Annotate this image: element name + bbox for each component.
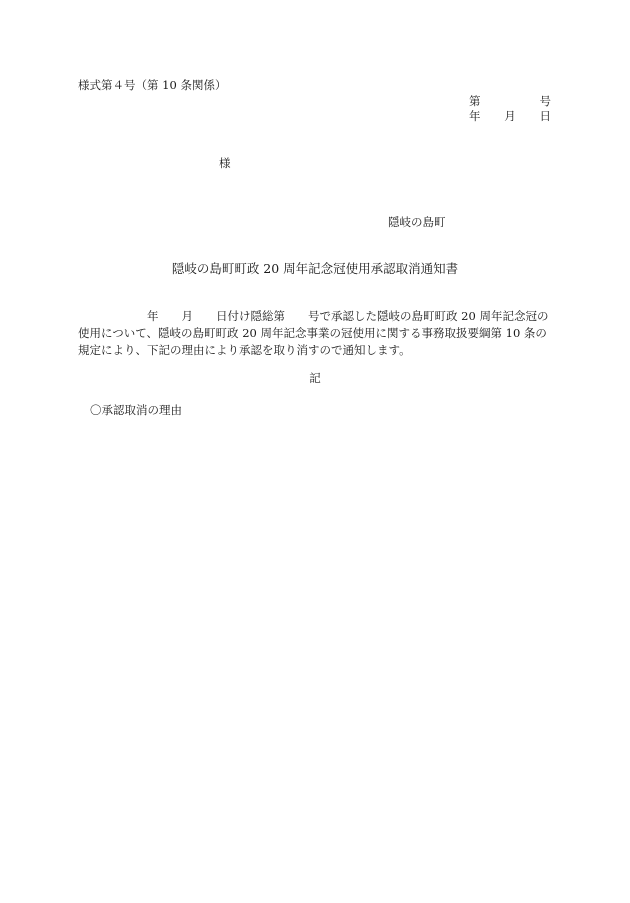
date-month: 月 xyxy=(504,109,516,123)
form-number: 様式第４号（第 10 条関係） xyxy=(78,78,227,92)
body-paragraph xyxy=(78,308,552,359)
reference-date xyxy=(469,109,551,123)
body-line: 使用について、隠岐の島町町政 20 周年記念事業の冠使用に関する事務取扱要綱第 10 条の xyxy=(78,326,547,340)
reference-number-suffix: 号 xyxy=(539,94,551,108)
note-heading: 記 xyxy=(309,371,321,385)
reference-number xyxy=(469,94,551,108)
addressee: 様 xyxy=(219,156,231,170)
sender: 隠岐の島町 xyxy=(388,215,446,229)
body-line: 規定により、下記の理由により承認を取り消すので通知します。 xyxy=(78,343,411,357)
reference-number-prefix: 第 xyxy=(469,94,481,108)
reason-label: 〇承認取消の理由 xyxy=(90,403,182,417)
body-line: 年 月 日付け隠総第 号で承認した隠岐の島町町政 20 周年記念冠の xyxy=(78,309,549,323)
document-title: 隠岐の島町町政 20 周年記念冠使用承認取消通知書 xyxy=(171,261,459,276)
date-year: 年 xyxy=(469,109,481,123)
date-day: 日 xyxy=(539,109,551,123)
